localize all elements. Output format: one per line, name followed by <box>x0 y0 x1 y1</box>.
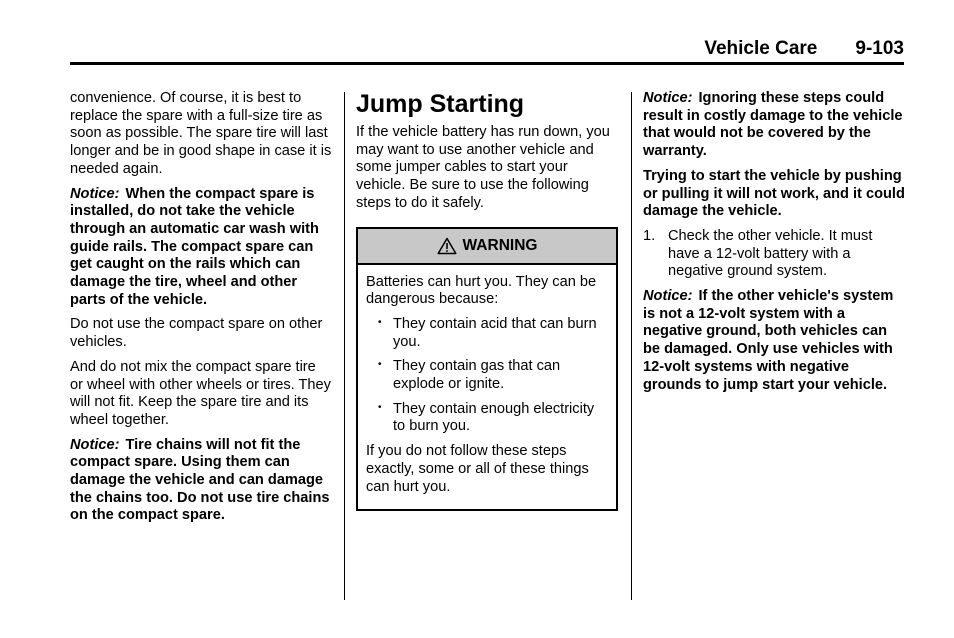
warning-triangle-icon <box>437 237 457 255</box>
bold-paragraph: Trying to start the vehicle by pushing or pulling it will not work, and it could damage the vehicle. <box>643 167 905 220</box>
notice-label: Notice: <box>643 90 693 106</box>
column-left <box>70 90 332 532</box>
paragraph: And do not mix the compact spare tire or wheel with other wheels or tires. They will not fit. Keep the spare tire and its wheel together. <box>70 358 331 428</box>
column-divider-2 <box>631 92 632 600</box>
warning-closing: If you do not follow these steps exactly, some or all of these things can hurt you. <box>366 443 589 495</box>
bullet-icon: • <box>378 401 382 413</box>
notice-text: When the compact spare is installed, do not take the vehicle through an automatic car wash with guide rails. The compact spare can get caught on the rails which can damage the tire, wheel and other parts of the vehicle. <box>70 185 319 308</box>
notice-label: Notice: <box>70 185 120 202</box>
notice-label: Notice: <box>643 288 693 305</box>
step-item <box>643 228 905 281</box>
intro-paragraph: If the vehicle battery has run down, you may want to use another vehicle and some jumper cables to start your vehicle. Be sure to use the following steps to do it safely. <box>356 124 610 211</box>
notice-text: Ignoring these steps could result in costly damage to the vehicle that would not be covered by the warranty. <box>643 90 903 160</box>
warning-box <box>356 227 618 512</box>
list-item <box>366 316 608 351</box>
column-middle <box>356 90 618 511</box>
list-item <box>366 401 608 436</box>
step-number: 1. <box>643 227 656 244</box>
column-right <box>643 90 905 401</box>
section-title: Vehicle Care <box>704 38 818 59</box>
bullet-text: They contain enough electricity to burn you. <box>393 400 595 435</box>
list-item <box>366 358 608 393</box>
step-text: Check the other vehicle. It must have a 12-volt battery with a negative ground system. <box>668 227 873 280</box>
bullet-text: They contain gas that can explode or ignite. <box>393 358 561 393</box>
warning-bullet-list <box>366 316 608 436</box>
page-header <box>70 38 904 62</box>
notice-label: Notice: <box>70 436 120 453</box>
notice-text: Tire chains will not fit the compact spare. Using them can damage the vehicle and can damage the chains too. Do not use tire chains on the compact spare. <box>70 436 330 524</box>
bullet-icon: • <box>378 316 382 328</box>
header-rule <box>70 62 904 65</box>
notice-paragraph <box>643 90 905 161</box>
notice-paragraph <box>70 437 332 526</box>
bullet-icon: • <box>378 359 382 371</box>
warning-label: WARNING <box>462 236 538 254</box>
paragraph: convenience. Of course, it is best to replace the spare with a full-size tire as soon as possible. The spare tire will last longer and be in good shape in case it is needed again. <box>70 90 332 177</box>
column-divider-1 <box>344 92 345 600</box>
notice-paragraph <box>643 288 905 394</box>
bullet-text: They contain acid that can burn you. <box>393 315 597 350</box>
warning-body <box>358 265 616 510</box>
notice-text: If the other vehicle's system is not a 12-volt system with a negative ground, both vehicles can be damaged. Only use vehicles with 12-volt systems with negative grounds to jump start your vehicle. <box>643 288 894 393</box>
paragraph: Do not use the compact spare on other vehicles. <box>70 316 323 351</box>
page-number: 9-103 <box>855 38 904 59</box>
section-heading: Jump Starting <box>356 90 525 118</box>
warning-header <box>358 229 616 265</box>
warning-intro: Batteries can hurt you. They can be dangerous because: <box>366 273 597 308</box>
notice-paragraph <box>70 186 332 310</box>
